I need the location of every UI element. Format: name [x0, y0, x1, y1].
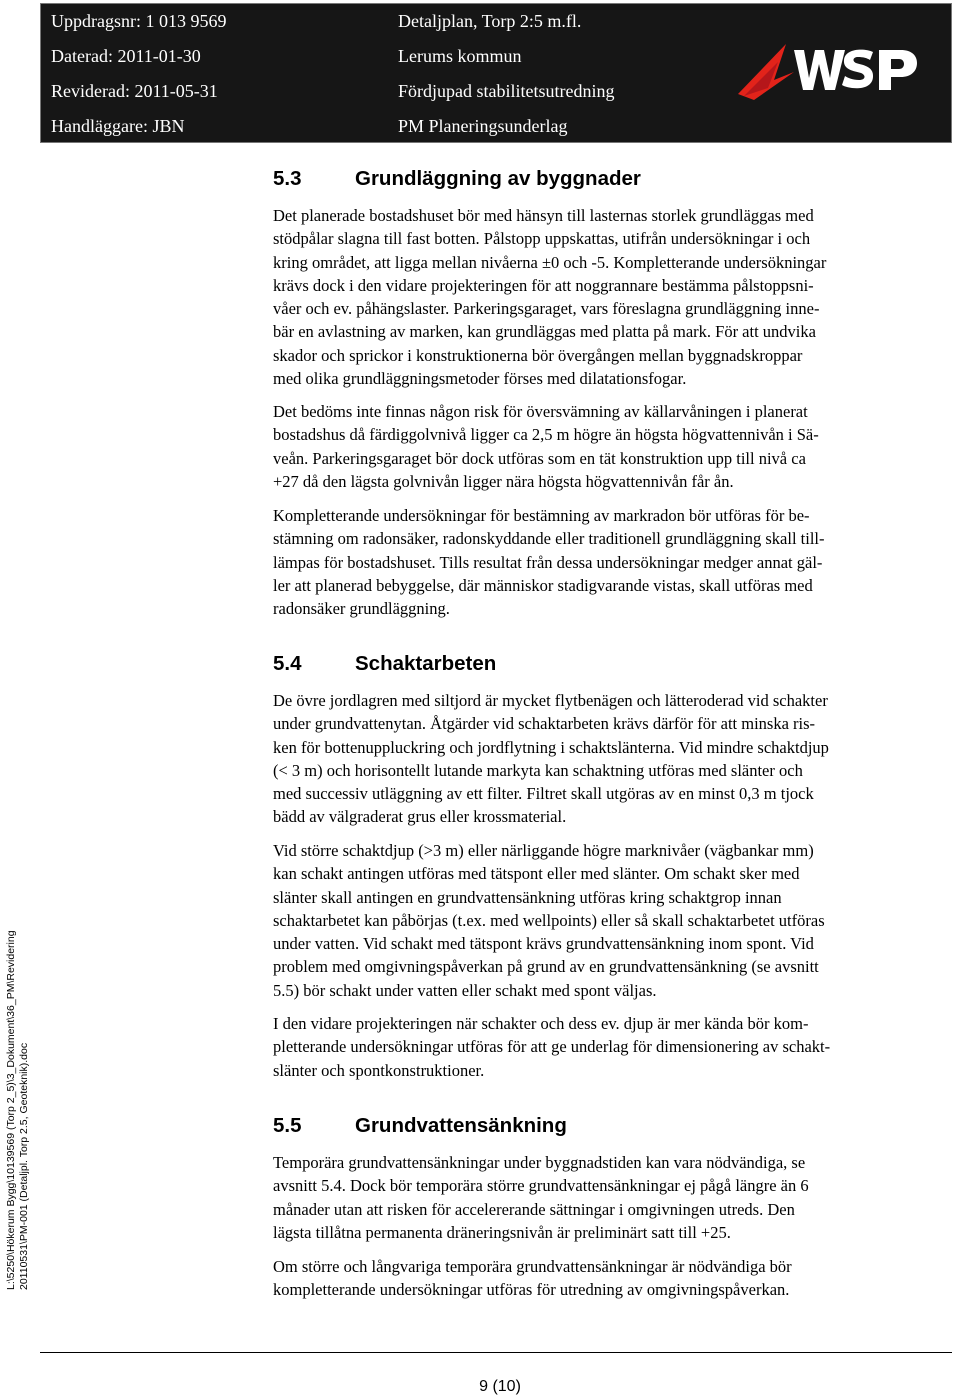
text-line: +27 då den lägsta golvnivån ligger nära högsta högvattennivån får ån. [273, 471, 734, 491]
text-line: Det bedöms inte finnas någon risk för översvämning av källarvåningen i planerat [273, 402, 808, 421]
heading-5-3 [273, 167, 641, 191]
section-number: 5.3 [273, 167, 302, 190]
text-line: slänter och spontkonstruktioner. [273, 1060, 485, 1080]
text-line: avsnitt 5.4. Dock bör temporära större grundvattensänkningar ej pågå längre än 6 [273, 1176, 809, 1196]
file-path-line: 20110531\PM-001 (Detaljpl. Torp 2.5, Geoteknik).doc [18, 1042, 30, 1290]
section-title: Schaktarbeten [355, 652, 497, 675]
text-line: De övre jordlagren med siltjord är mycket flytbenägen och lätteroderad vid schakter [273, 691, 828, 710]
paragraph [273, 204, 953, 390]
text-line: Temporära grundvattensänkningar under byggnadstiden kan vara nödvändiga, se [273, 1153, 806, 1172]
paragraph [273, 689, 953, 829]
text-line: månader utan att risken för accelererande sättningar i omgivningen utreds. Den [273, 1199, 795, 1219]
text-line: Kompletterande undersökningar för bestämning av markradon bör utföras för be- [273, 506, 810, 525]
text-line: bär en avlastning av marken, kan grundläggas med platta på mark. För att undvika [273, 322, 816, 342]
page-number: 9 (10) [479, 1378, 521, 1395]
file-path-margin [5, 930, 31, 1290]
header-document-info [398, 4, 614, 144]
paragraph [273, 1151, 953, 1244]
section-number: 5.5 [273, 1114, 302, 1137]
header-date: Daterad: 2011-01-30 [51, 46, 201, 66]
header-project-number: Uppdragsnr: 1 013 9569 [51, 11, 227, 31]
paragraph [273, 504, 953, 620]
text-line: slänter skall antingen en grundvattensänkning utföras kring schaktgrop innan [273, 887, 782, 907]
text-line: skador och sprickor i konstruktionerna bör övergången mellan byggnadskroppar [273, 345, 803, 365]
text-line: krävs dock i den vidare projekteringen för att noggrannare bestämma pålstoppsni- [273, 275, 814, 295]
heading-5-5 [273, 1114, 567, 1138]
text-line: veån. Parkeringsgaraget bör dock utföras som en tät konstruktion upp till nivå ca [273, 448, 806, 468]
text-line: kompletterande undersökningar utföras för utredning av omgivningspåverkan. [273, 1280, 790, 1300]
text-line: våer och ev. påhängslaster. Parkeringsgaraget, vars föreslagna grundläggning inne- [273, 299, 820, 319]
header-municipality: Lerums kommun [398, 46, 522, 66]
text-line: ler att planerad bebyggelse, där människor stadigvarande vistas, skall utföras med [273, 575, 813, 595]
text-line: pletterande undersökningar utföras för att ge underlag för dimensionering av schakt- [273, 1037, 831, 1057]
text-line: problem med omgivningspåverkan på grund av en grundvattensänkning (se avsnitt [273, 957, 819, 977]
text-line: I den vidare projekteringen när schakter och dess ev. djup är mer kända bör kom- [273, 1014, 809, 1033]
paragraph [273, 400, 953, 493]
document-header [40, 3, 952, 143]
text-line: Det planerade bostadshuset bör med hänsyn till lasternas storlek grundläggas med [273, 206, 814, 225]
header-report-type: Fördjupad stabilitetsutredning [398, 81, 615, 101]
section-number: 5.4 [273, 652, 302, 675]
header-plan-title: Detaljplan, Torp 2:5 m.fl. [398, 11, 582, 31]
file-path-line: L:\5250\Hökerum Bygg\10139569 (Torp 2_5)\3_Dokument\36_PM\Revidering [5, 930, 17, 1290]
text-line: kring området, att ligga mellan nivåerna ±0 och -5. Kompletterande undersökningar [273, 252, 827, 272]
text-line: ken för bottenuppluckring och jordflytning i schaktslänterna. Vid mindre schaktdjup [273, 737, 829, 757]
text-line: 5.5) bör schakt under vatten eller schakt med spont väljas. [273, 980, 657, 1000]
footer-divider [40, 1352, 952, 1353]
text-line: bostadshus då färdiggolvnivå ligger ca 2,5 m högre än högsta högvattennivån i Sä- [273, 425, 819, 445]
header-document-type: PM Planeringsunderlag [398, 116, 568, 136]
text-line: bädd av välgraderat grus eller krossmaterial. [273, 807, 567, 827]
text-line: under vatten. Vid schakt med tätspont krävs grundvattensänkning inom spont. Vid [273, 934, 814, 954]
paragraph [273, 1255, 953, 1302]
text-line: radonsäker grundläggning. [273, 599, 450, 619]
text-line: under grundvattenytan. Åtgärder vid schaktarbeten krävs därför för att minska ris- [273, 714, 816, 734]
text-line: lägsta tillåtna permanenta dräneringsnivån är preliminärt satt till +25. [273, 1222, 731, 1242]
paragraph [273, 839, 953, 1002]
text-line: med olika grundläggningsmetoder förses med dilatationsfogar. [273, 369, 687, 389]
wsp-logo [734, 40, 924, 102]
text-line: stämning om radonsäker, radonskyddande eller traditionell grundläggning skall till- [273, 529, 825, 549]
text-line: schaktarbetet kan påbörjas (t.ex. med wellpoints) eller så skall schaktarbetet utföras [273, 910, 825, 930]
text-line: lämpas för bostadshuset. Tills resultat från dessa undersökningar medger annat gäl- [273, 552, 823, 572]
paragraph [273, 1012, 953, 1082]
header-revised-date: Reviderad: 2011-05-31 [51, 81, 218, 101]
text-line: Om större och långvariga temporära grundvattensänkningar är nödvändiga bör [273, 1257, 792, 1276]
heading-5-4 [273, 652, 496, 676]
section-title: Grundläggning av byggnader [355, 167, 641, 190]
text-line: stödpålar slagna till fast botten. Pålstopp uppskattas, utifrån undersökningar i och [273, 229, 811, 249]
header-handler: Handläggare: JBN [51, 116, 185, 136]
text-line: Vid större schaktdjup (>3 m) eller närliggande högre marknivåer (vägbankar mm) [273, 841, 814, 860]
section-title: Grundvattensänkning [355, 1114, 567, 1137]
text-line: med successiv utläggning av ett filter. Filtret skall utgöras av en minst 0,3 m tjock [273, 784, 814, 804]
header-project-info [51, 4, 226, 144]
text-line: kan schakt antingen utföras med tätspont eller med slänter. Om schakt sker med [273, 864, 800, 884]
text-line: (< 3 m) och horisontellt lutande markyta kan schaktning utföras med slänter och [273, 760, 803, 780]
